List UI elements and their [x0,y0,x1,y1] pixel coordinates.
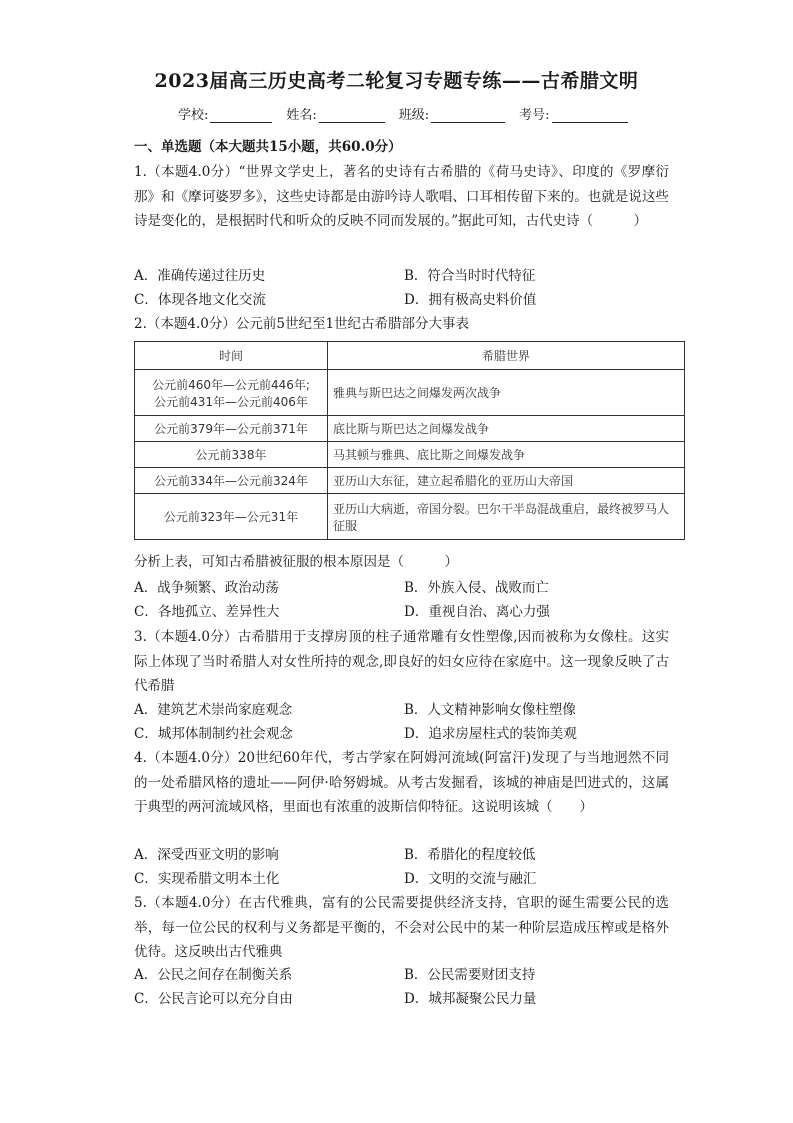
question-1-stem: 1.（本题4.0分）“世界文学史上，著名的史诗有古希腊的《荷马史诗》、印度的《罗摩衍那》和《摩诃婆罗多》，这些史诗都是由游吟诗人歌唱、口耳相传留下来的。也就是说这些诗是变化的，是根据时代和听众的反映不同而发展的。”据此可知，古代史诗（ ） [134,164,669,229]
q5-option-a[interactable]: A．公民之间存在制衡关系 [134,967,293,983]
q4-option-d[interactable]: D．文明的交流与融汇 [404,871,537,887]
question-4-options [134,843,674,891]
table-cell-event: 亚历山大病逝，帝国分裂。巴尔干半岛混战重启，最终被罗马人征服 [328,494,685,540]
section-heading: 一、单选题（本大题共15小题，共60.0分） [134,139,402,155]
q1-option-a[interactable]: A．准确传递过往历史 [134,268,266,284]
name-field[interactable] [286,104,384,123]
q4-option-a[interactable]: A．深受西亚文明的影响 [134,847,279,863]
name-label: 姓名: [286,108,317,123]
table-row [135,416,685,442]
table-row [135,370,685,416]
question-4-stem: 4.（本题4.0分）20世纪60年代，考古学家在阿姆河流域(阿富汗)发现了与当地迥然不同的一处希腊风格的遗址——阿伊·哈努姆城。从考古发掘看，该城的神庙是凹进式的，这属于典型的两河流域风格，里面也有浓重的波斯信仰特征。这说明该城（ ） [134,750,669,815]
class-blank[interactable] [431,110,505,123]
q2-option-d[interactable]: D．重视自治、离心力强 [404,604,550,620]
time-line: 公元前460年—公元前446年; [152,377,310,392]
q1-option-d[interactable]: D．拥有极高史料价值 [404,292,537,308]
q4-option-b[interactable]: B．希腊化的程度较低 [404,847,536,863]
events-table [134,341,685,540]
q4-option-c[interactable]: C．实现希腊文明本土化 [134,871,280,887]
question-2-stem: 2.（本题4.0分）公元前5世纪至1世纪古希腊部分大事表 [134,316,470,332]
school-field[interactable] [178,104,272,123]
q2-option-a[interactable]: A．战争频繁、政治动荡 [134,580,279,596]
table-cell-time: 公元前323年—公元31年 [135,494,328,540]
table-cell-event: 底比斯与斯巴达之间爆发战争 [328,416,685,442]
page-title: 2023届高三历史高考二轮复习专题专练——古希腊文明 [154,70,639,92]
number-blank[interactable] [552,110,628,123]
q5-option-c[interactable]: C．公民言论可以充分自由 [134,991,293,1007]
class-field[interactable] [399,104,505,123]
q1-option-b[interactable]: B．符合当时时代特征 [404,268,536,284]
table-cell-time: 公元前338年 [135,442,328,468]
question-3-stem: 3.（本题4.0分）古希腊用于支撑房顶的柱子通常雕有女性塑像,因而被称为女像柱。这实际上体现了当时希腊人对女性所持的观念,即良好的妇女应待在家庭中。这一现象反映了古代希腊 [134,629,669,694]
question-3-options [134,698,674,746]
table-row [135,442,685,468]
table-cell-time: 公元前379年—公元前371年 [135,416,328,442]
student-info-row [178,104,642,123]
table-header-row [135,342,685,370]
question-1-options [134,264,674,312]
school-blank[interactable] [210,110,272,123]
number-field[interactable] [519,104,627,123]
q5-option-b[interactable]: B．公民需要财团支持 [404,967,536,983]
table-cell-event: 马其顿与雅典、底比斯之间爆发战争 [328,442,685,468]
table-cell-event: 雅典与斯巴达之间爆发两次战争 [328,370,685,416]
class-label: 班级: [398,108,430,123]
q3-option-d[interactable]: D．追求房屋柱式的装饰美观 [404,726,577,742]
time-line: 公元前431年—公元前406年 [154,394,308,409]
q2-option-c[interactable]: C．各地孤立、差异性大 [134,604,280,620]
table-header-time: 时间 [135,342,328,370]
table-row [135,468,685,494]
name-blank[interactable] [319,110,385,123]
question-5-stem: 5.（本题4.0分）在古代雅典，富有的公民需要提供经济支持，官职的诞生需要公民的选举，每一位公民的权利与义务都是平衡的，不会对公民中的某一种阶层造成压榨或是格外优待。这反映出古代雅典 [134,895,669,960]
question-2-prompt: 分析上表，可知古希腊被征服的根本原因是（ ） [134,554,458,570]
table-header-events: 希腊世界 [328,342,685,370]
q5-option-d[interactable]: D．城邦凝聚公民力量 [404,991,537,1007]
number-label: 考号: [519,108,550,123]
q3-option-c[interactable]: C．城邦体制制约社会观念 [134,726,293,742]
q2-option-b[interactable]: B．外族入侵、战败而亡 [404,580,549,596]
table-row [135,494,685,540]
question-5-options [134,963,674,1011]
table-cell-time [135,370,328,416]
q1-option-c[interactable]: C．体现各地文化交流 [134,292,266,308]
table-cell-event: 亚历山大东征，建立起希腊化的亚历山大帝国 [328,468,685,494]
question-2-options [134,576,674,624]
q3-option-a[interactable]: A．建筑艺术崇尚家庭观念 [134,702,293,718]
table-cell-time: 公元前334年—公元前324年 [135,468,328,494]
school-label: 学校: [178,108,209,123]
q3-option-b[interactable]: B．人文精神影响女像柱塑像 [404,702,576,718]
